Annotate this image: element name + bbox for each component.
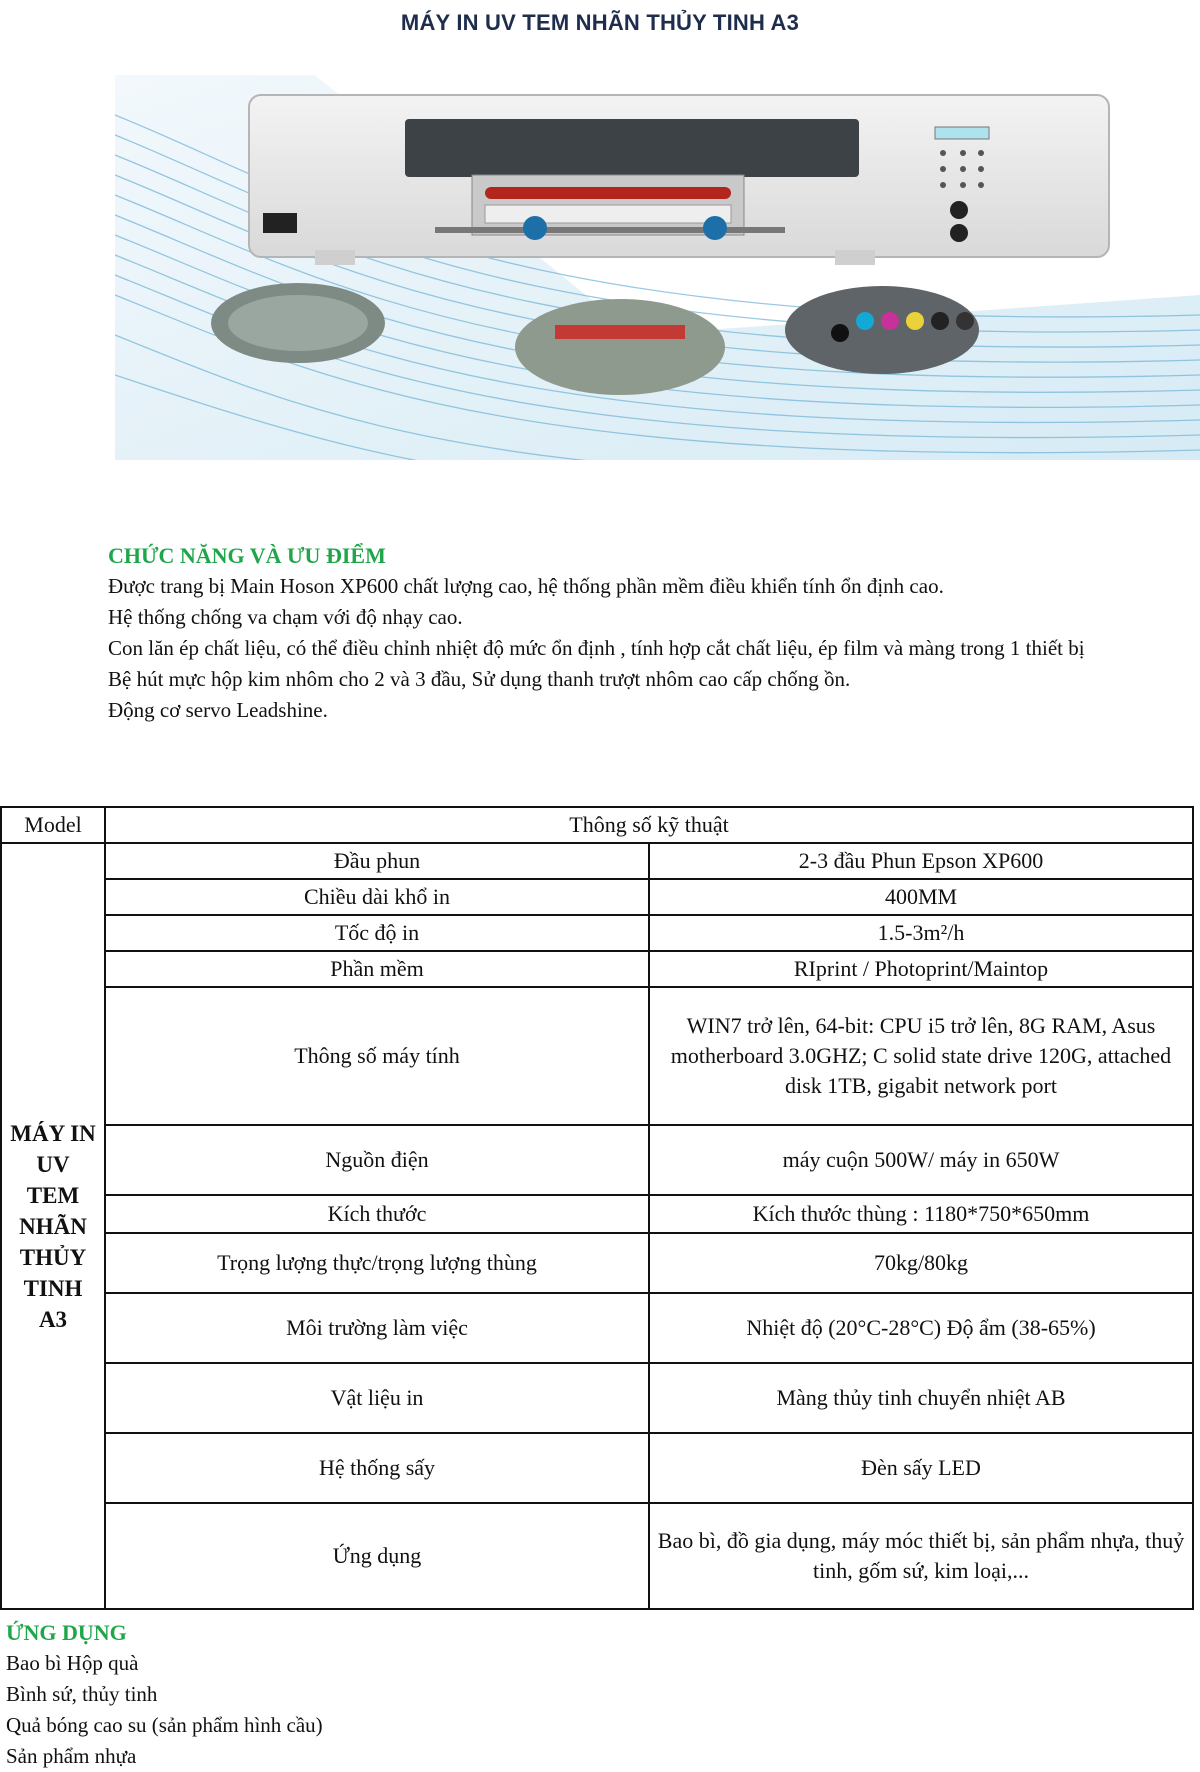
spec-label: Hệ thống sấy bbox=[105, 1433, 649, 1503]
spec-table bbox=[0, 806, 1194, 1610]
spec-value: Kích thước thùng : 1180*750*650mm bbox=[649, 1195, 1193, 1233]
spec-value: máy cuộn 500W/ máy in 650W bbox=[649, 1125, 1193, 1195]
feature-line: Động cơ servo Leadshine. bbox=[108, 698, 328, 722]
model-name: MÁY IN UV TEM NHÃN THỦY TINH A3 bbox=[10, 1120, 96, 1332]
spec-label: Kích thước bbox=[105, 1195, 649, 1233]
page-title: MÁY IN UV TEM NHÃN THỦY TINH A3 bbox=[400, 10, 800, 35]
spec-label: Trọng lượng thực/trọng lượng thùng bbox=[105, 1233, 649, 1293]
printer-product-image bbox=[115, 75, 1200, 460]
spec-value: Màng thủy tinh chuyển nhiệt AB bbox=[649, 1363, 1193, 1433]
features-heading: CHỨC NĂNG VÀ ƯU ĐIỂM bbox=[108, 543, 386, 568]
features-section bbox=[108, 541, 1188, 726]
feature-line: Con lăn ép chất liệu, có thể điều chỉnh nhiệt độ mức ổn định , tính hợp cắt chất liệu, ép film và màng trong 1 thiết bị bbox=[108, 636, 1085, 660]
spec-value: 2-3 đầu Phun Epson XP600 bbox=[649, 843, 1193, 879]
spec-value: 400MM bbox=[649, 879, 1193, 915]
spec-label: Chiều dài khổ in bbox=[105, 879, 649, 915]
spec-label: Phần mềm bbox=[105, 951, 649, 987]
application-item: Bình sứ, thủy tinh bbox=[6, 1682, 158, 1706]
model-header: Model bbox=[1, 807, 105, 843]
spec-label: Nguồn điện bbox=[105, 1125, 649, 1195]
printer-illustration bbox=[115, 75, 1200, 460]
feature-line: Hệ thống chống va chạm với độ nhạy cao. bbox=[108, 605, 463, 629]
spec-value: WIN7 trở lên, 64-bit: CPU i5 trở lên, 8G RAM, Asus motherboard 3.0GHZ; C solid state drive 120G, attached disk 1TB, gigabit network port bbox=[649, 987, 1193, 1125]
spec-value: 1.5-3m²/h bbox=[649, 915, 1193, 951]
application-item: Quả bóng cao su (sản phẩm hình cầu) bbox=[6, 1713, 323, 1737]
spec-label: Ứng dụng bbox=[105, 1503, 649, 1609]
application-item: Bao bì Hộp quà bbox=[6, 1651, 139, 1675]
spec-label: Tốc độ in bbox=[105, 915, 649, 951]
feature-line: Được trang bị Main Hoson XP600 chất lượng cao, hệ thống phần mềm điều khiển tính ổn định cao. bbox=[108, 574, 944, 598]
spec-value: RIprint / Photoprint/Maintop bbox=[649, 951, 1193, 987]
application-item: Sản phẩm nhựa bbox=[6, 1744, 137, 1768]
model-cell bbox=[1, 843, 105, 1609]
spec-value: 70kg/80kg bbox=[649, 1233, 1193, 1293]
spec-label: Thông số máy tính bbox=[105, 987, 649, 1125]
spec-value: Đèn sấy LED bbox=[649, 1433, 1193, 1503]
applications-section bbox=[6, 1618, 323, 1772]
spec-label: Môi trường làm việc bbox=[105, 1293, 649, 1363]
spec-value: Bao bì, đồ gia dụng, máy móc thiết bị, sản phẩm nhựa, thuỷ tinh, gốm sứ, kim loại,... bbox=[649, 1503, 1193, 1609]
spec-value: Nhiệt độ (20°C-28°C) Độ ẩm (38-65%) bbox=[649, 1293, 1193, 1363]
spec-label: Vật liệu in bbox=[105, 1363, 649, 1433]
spec-label: Đầu phun bbox=[105, 843, 649, 879]
feature-line: Bệ hút mực hộp kim nhôm cho 2 và 3 đầu, Sử dụng thanh trượt nhôm cao cấp chống ồn. bbox=[108, 667, 851, 691]
specs-header: Thông số kỹ thuật bbox=[105, 807, 1193, 843]
applications-heading: ỨNG DỤNG bbox=[6, 1620, 127, 1645]
